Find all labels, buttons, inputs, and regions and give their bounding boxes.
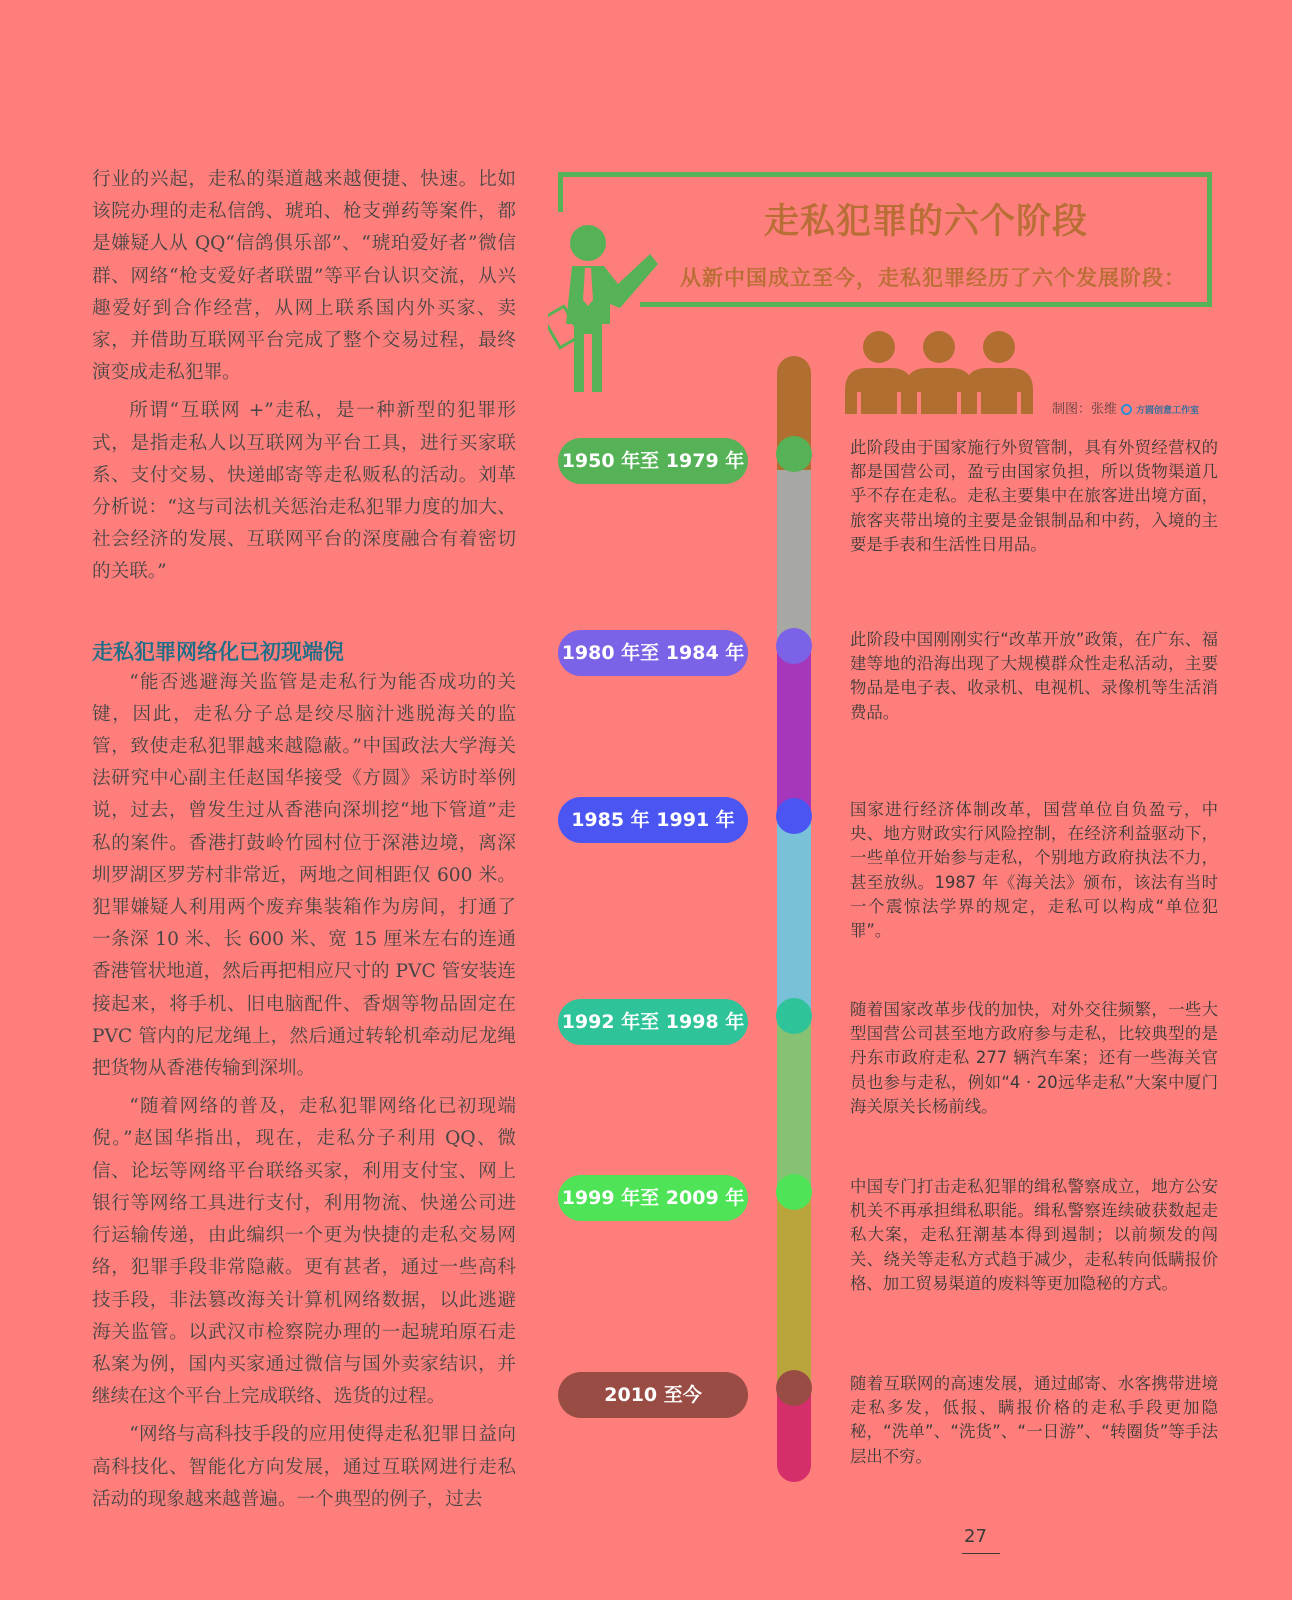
studio-logo-icon [1121, 404, 1132, 415]
timeline-dot-6 [776, 1370, 812, 1406]
section-heading: 走私犯罪网络化已初现端倪 [92, 639, 344, 664]
credit-text: 制图：张维 [1052, 402, 1118, 417]
three-people-icon [843, 330, 1043, 416]
timeline-segment-4 [777, 1014, 811, 1190]
timeline-dot-5 [776, 1174, 812, 1210]
timeline-dot-2 [776, 628, 812, 664]
studio-name: 方圆创意工作室 [1136, 406, 1200, 416]
article-left-column [92, 164, 516, 1516]
timeline-dot-3 [776, 798, 812, 834]
paragraph-1: 行业的兴起，走私的渠道越来越便捷、快速。比如该院办理的走私信鸽、琥珀、枪支弹药等案件，都是嫌疑人从 QQ“信鸽俱乐部”、“琥珀爱好者”微信群、网络“枪支爱好者联盟”等平台认识交流，从兴趣爱好到合作经营，从网上联系国内外买家、卖家，并借助互联网平台完成了整个交易过程，最终演变成走私犯罪。 [92, 169, 516, 384]
paragraph-4: “随着网络的普及，走私犯罪网络化已初现端倪。”赵国华指出，现在，走私分子利用 QQ、微信、论坛等网络平台联络买家，利用支付宝、网上银行等网络工具进行支付，利用物流、快递公司进行运输传递，由此编织一个更为快捷的走私交易网络，犯罪手段非常隐蔽。更有甚者，通过一些高科技手段，非法篡改海关计算机网络数据，以此逃避海关监管。以武汉市检察院办理的一起琥珀原石走私案为例，国内买家通过微信与国外卖家结识，并继续在这个平台上完成联络、选货的过程。 [92, 1096, 516, 1408]
frame-bottom-line [640, 302, 1212, 307]
timeline-segment-5 [777, 1188, 811, 1384]
paragraph-5: “网络与高科技手段的应用使得走私犯罪日益向高科技化、智能化方向发展，通过互联网进行走私活动的现象越来越普遍。一个典型的例子，过去 [92, 1424, 516, 1510]
stage-description-6: 随着互联网的高速发展，通过邮寄、水客携带进境走私多发，低报、瞒报价格的走私手段更加隐秘，“洗单”、“洗货”、“一日游”、“转圈货”等手法层出不穷。 [850, 1374, 1218, 1466]
paragraph-2: 所谓“互联网 +”走私，是一种新型的犯罪形式，是指走私人以互联网为平台工具，进行买家联系、支付交易、快递邮寄等走私贩私的活动。刘革分析说：“这与司法机关惩治走私犯罪力度的加大、社会经济的发展、互联网平台的深度融合有着密切的关联。” [92, 400, 516, 583]
stage-label-2: 1980 年至 1984 年 [558, 630, 748, 676]
stage-label-1: 1950 年至 1979 年 [558, 438, 748, 484]
stage-label-6: 2010 至今 [558, 1372, 748, 1418]
timeline-segment-2 [777, 648, 811, 818]
credit-line [1052, 398, 1199, 417]
stage-label-3: 1985 年 1991 年 [558, 797, 748, 843]
stage-description-1: 此阶段由于国家施行外贸管制，具有外贸经营权的都是国营公司，盈亏由国家负担，所以货物渠道几乎不存在走私。走私主要集中在旅客进出境方面，旅客夹带出境的主要是金银制品和中药，入境的主要是手表和生活性日用品。 [850, 438, 1218, 554]
stage-description-5: 中国专门打击走私犯罪的缉私警察成立，地方公安机关不再承担缉私职能。缉私警察连续破获数起走私大案，走私狂潮基本得到遏制；以前频发的闯关、绕关等走私方式趋于减少，走私转向低瞒报价格、加工贸易渠道的废料等更加隐秘的方式。 [850, 1177, 1218, 1293]
infographic-subtitle: 从新中国成立至今，走私犯罪经历了六个发展阶段： [680, 265, 1186, 290]
presenter-figure-icon [548, 224, 660, 394]
stage-description-3: 国家进行经济体制改革，国营单位自负盈亏，中央、地方财政实行风险控制，在经济利益驱动下，一些单位开始参与走私，个别地方政府执法不力，甚至放纵。1987 年《海关法》颁布，该法有当时一个震惊法学界的规定，走私可以构成“单位犯罪”。 [850, 800, 1218, 941]
infographic-title: 走私犯罪的六个阶段 [763, 202, 1088, 242]
page-number-underline [962, 1553, 1000, 1554]
stage-description-4: 随着国家改革步伐的加快，对外交往频繁，一些大型国营公司甚至地方政府参与走私，比较典型的是丹东市政府走私 277 辆汽车案；还有一些海关官员也参与走私，例如“4 · 20远华走私”大案中厦门海关原关长杨前线。 [850, 1000, 1218, 1116]
timeline-segment-1 [777, 470, 811, 650]
paragraph-3: “能否逃避海关监管是走私行为能否成功的关键，因此，走私分子总是绞尽脑汁逃脱海关的监管，致使走私犯罪越来越隐蔽。”中国政法大学海关法研究中心副主任赵国华接受《方圆》采访时举例说，过去，曾发生过从香港向深圳挖“地下管道”走私的案件。香港打鼓岭竹园村位于深港边境，离深圳罗湖区罗芳村非常近，两地之间相距仅 600 米。犯罪嫌疑人利用两个废弃集装箱作为房间，打通了一条深 10 米、长 600 米、宽 15 厘米左右的连通香港管状地道，然后再把相应尺寸的 PVC 管安装连接起来，将手机、旧电脑配件、香烟等物品固定在 PVC 管内的尼龙绳上，然后通过转轮机牵动尼龙绳把货物从香港传输到深圳。 [92, 671, 516, 1080]
frame-top-line [558, 172, 1212, 177]
timeline-dot-1 [776, 436, 812, 472]
stage-label-5: 1999 年至 2009 年 [558, 1175, 748, 1221]
stage-label-4: 1992 年至 1998 年 [558, 999, 748, 1045]
stage-description-2: 此阶段中国刚刚实行“改革开放”政策，在广东、福建等地的沿海出现了大规模群众性走私活动，主要物品是电子表、收录机、电视机、录像机等生活消费品。 [850, 630, 1218, 722]
page-number: 27 [964, 1526, 987, 1547]
frame-left-stub [558, 172, 563, 212]
timeline-segment-3 [777, 816, 811, 1016]
timeline-dot-4 [776, 998, 812, 1034]
